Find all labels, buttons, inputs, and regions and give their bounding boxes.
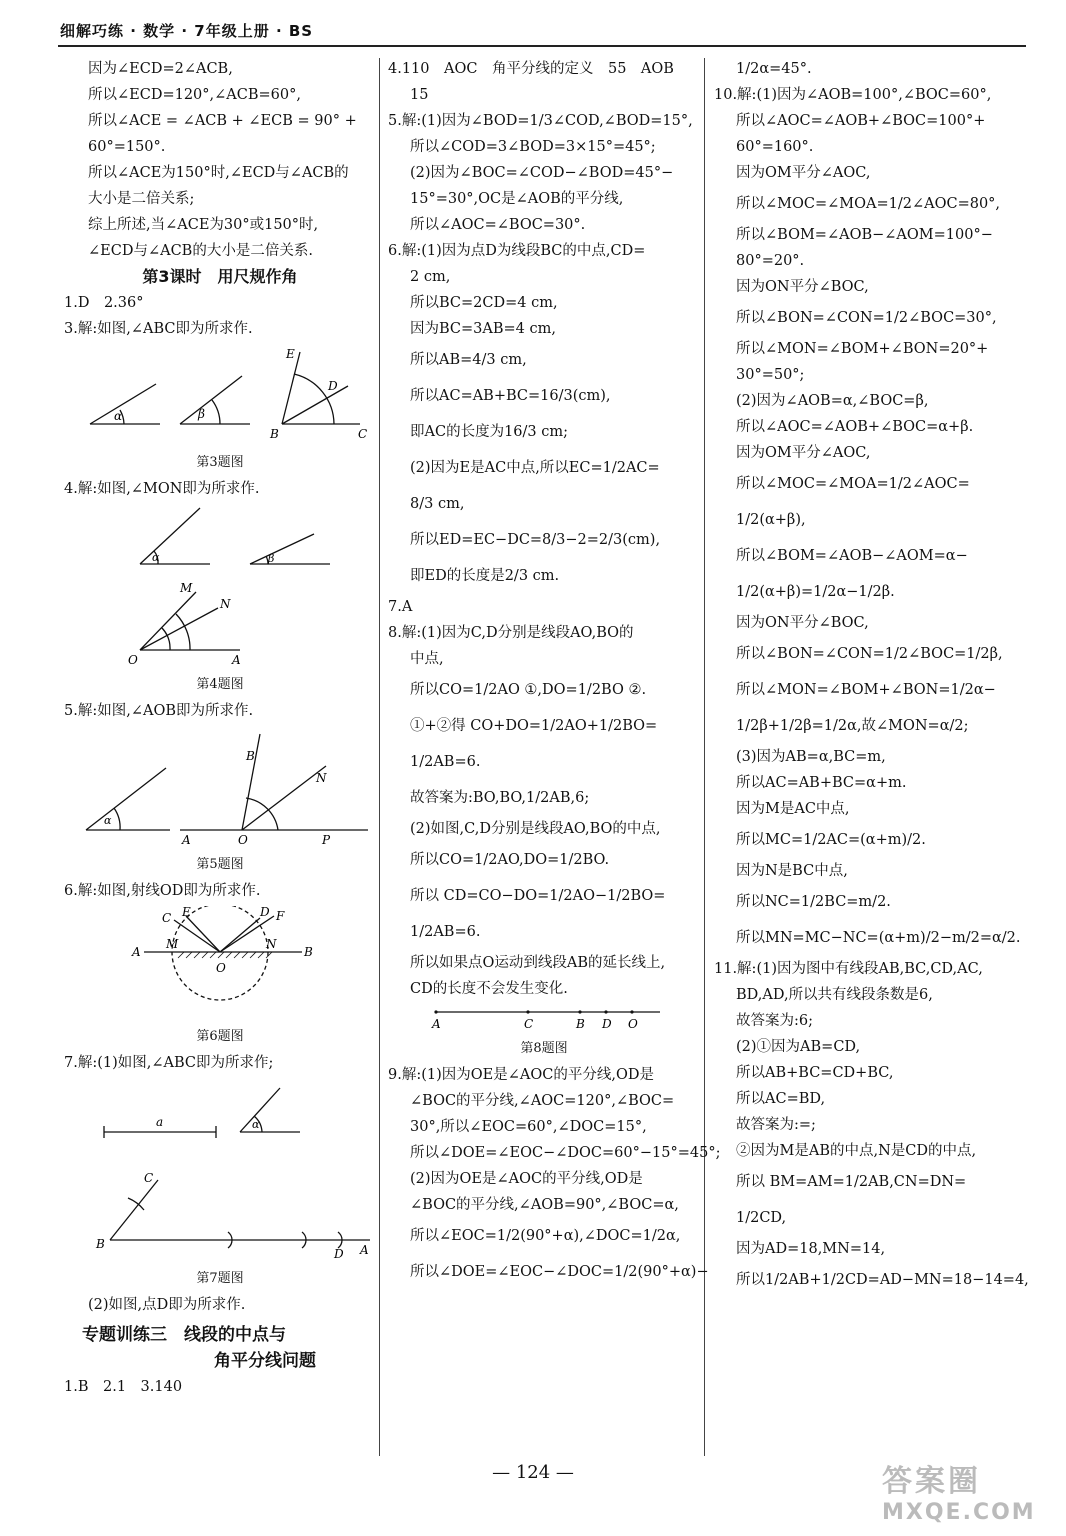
text-line: 因为M是AC中点, xyxy=(736,801,850,817)
text-line: 所以MC=1/2AC=(α+m)/2. xyxy=(736,832,926,848)
fig5-label: N xyxy=(316,771,327,785)
text-line: 所以∠COD=3∠BOD=3×15°=45°; xyxy=(410,139,656,155)
fig8-label: C xyxy=(524,1017,534,1031)
fig6-label: A xyxy=(132,945,141,959)
text-line: (2)因为OE是∠AOC的平分线,OD是 xyxy=(410,1171,643,1187)
fig6-label: N xyxy=(266,937,277,951)
text-line: ①+②得 CO+DO=1/2AO+1/2BO= xyxy=(410,718,658,734)
text-line: 所以∠BON=∠CON=1/2∠BOC=30°, xyxy=(736,310,997,326)
figure-7 xyxy=(70,1078,370,1264)
text-line: 综上所述,当∠ACE为30°或150°时, xyxy=(88,217,319,233)
text-line: 所以ED=EC−DC=8/3−2=2/3(cm), xyxy=(410,532,661,548)
fig7-label: C xyxy=(144,1171,154,1185)
fig3-label: C xyxy=(358,427,368,441)
text-line: 所以AC=AB+BC=α+m. xyxy=(736,775,907,791)
fig6-label: F xyxy=(276,909,285,923)
watermark-text: MXQE.COM xyxy=(882,1500,1036,1525)
text-line: 所以如果点O运动到线段AB的延长线上, xyxy=(410,955,666,971)
answer-line: 3.解:如图,∠ABC即为所求作. xyxy=(64,321,253,337)
answer-line: 4.解:如图,∠MON即为所求作. xyxy=(64,481,260,497)
column-divider xyxy=(704,58,705,1456)
text-line: (2)因为∠AOB=α,∠BOC=β, xyxy=(736,393,929,409)
text-line: 即ED的长度是2/3 cm. xyxy=(410,568,560,584)
text-line: 所以∠BOM=∠AOB−∠AOM=100°− xyxy=(736,227,993,243)
text-line: 所以∠DOE=∠EOC−∠DOC=60°−15°=45°; xyxy=(410,1145,721,1161)
page-number: — 124 — xyxy=(492,1462,574,1483)
text-line: 1/2CD, xyxy=(736,1210,787,1226)
text-line: 所以∠ACE为150°时,∠ECD与∠ACB的 xyxy=(88,165,349,181)
text-line: ∠ECD与∠ACB的大小是二倍关系. xyxy=(88,243,313,259)
text-line: 1/2AB=6. xyxy=(410,924,481,940)
text-line: 所以∠AOC=∠AOB+∠BOC=100°+ xyxy=(736,113,986,129)
answer-line: 1.D 2.36° xyxy=(64,295,144,311)
text-line: 6.解:(1)因为点D为线段BC的中点,CD= xyxy=(388,243,646,259)
fig3-label: D xyxy=(328,379,338,393)
text-line: 所以∠MOC=∠MOA=1/2∠AOC=80°, xyxy=(736,196,1001,212)
text-line: 因为ON平分∠BOC, xyxy=(736,279,869,295)
fig7-label: B xyxy=(96,1237,105,1251)
text-line: 所以∠BON=∠CON=1/2∠BOC=1/2β, xyxy=(736,646,1003,662)
watermark-text: 答案圈 xyxy=(882,1464,981,1499)
text-line: 所以 BM=AM=1/2AB,CN=DN= xyxy=(736,1174,967,1190)
figure-caption: 第7题图 xyxy=(196,1271,244,1286)
text-line: 15°=30°,OC是∠AOB的平分线, xyxy=(410,191,624,207)
figure-4 xyxy=(70,504,370,670)
text-line: 所以∠ECD=120°,∠ACB=60°, xyxy=(88,87,301,103)
fig4-label: β xyxy=(268,552,275,565)
figure-5 xyxy=(70,726,370,850)
text-line: 所以∠MON=∠BOM+∠BON=1/2α− xyxy=(736,682,996,698)
answer-line: (2)如图,点D即为所求作. xyxy=(88,1297,246,1313)
text-line: (2)因为E是AC中点,所以EC=1/2AC= xyxy=(410,460,660,476)
text-line: 所以∠BOM=∠AOB−∠AOM=α− xyxy=(736,548,968,564)
fig8-label: D xyxy=(602,1017,612,1031)
fig4-label: O xyxy=(128,653,138,667)
text-line: 11.解:(1)因为图中有线段AB,BC,CD,AC, xyxy=(714,961,983,977)
fig6-label: D xyxy=(260,906,270,919)
text-line: 故答案为:6; xyxy=(736,1013,813,1029)
fig8-label: B xyxy=(576,1017,585,1031)
running-header: 细解巧练 · 数学 · 7年级上册 · BS xyxy=(60,22,314,40)
fig6-label: M xyxy=(166,937,179,951)
text-line: 所以AB+BC=CD+BC, xyxy=(736,1065,894,1081)
answer-line: 5.解:如图,∠AOB即为所求作. xyxy=(64,703,254,719)
figure-caption: 第3题图 xyxy=(196,455,244,470)
section-heading: 专题训练三 线段的中点与 xyxy=(82,1325,286,1345)
text-line: 所以AB=4/3 cm, xyxy=(410,352,527,368)
figure-6 xyxy=(70,906,370,1022)
fig4-label: A xyxy=(232,653,241,667)
fig3-label: E xyxy=(286,347,295,361)
text-line: 1/2AB=6. xyxy=(410,754,481,770)
fig8-label: O xyxy=(628,1017,638,1031)
text-line: 因为BC=3AB=4 cm, xyxy=(410,321,556,337)
fig5-label: B xyxy=(246,749,255,763)
fig4-label: N xyxy=(220,597,231,611)
fig4-label: α xyxy=(152,551,160,564)
text-line: (2)因为∠BOC=∠COD−∠BOD=45°− xyxy=(410,165,674,181)
fig7-label: α xyxy=(252,1118,260,1131)
text-line: 80°=20°. xyxy=(736,253,805,269)
figure-3 xyxy=(70,344,370,448)
figure-caption: 第8题图 xyxy=(520,1041,568,1056)
text-line: 所以 CD=CO−DO=1/2AO−1/2BO= xyxy=(410,888,666,904)
fig7-label: A xyxy=(360,1243,369,1257)
answer-line: 1.B 2.1 3.140 xyxy=(64,1379,183,1395)
fig3-label: α xyxy=(114,409,123,423)
figure-8 xyxy=(424,1004,664,1034)
text-line: 故答案为:BO,BO,1/2AB,6; xyxy=(410,790,590,806)
fig5-label: P xyxy=(322,833,331,847)
answer-line: 7.解:(1)如图,∠ABC即为所求作; xyxy=(64,1055,274,1071)
section-heading: 第3课时 用尺规作角 xyxy=(142,267,298,286)
text-line: 中点, xyxy=(410,651,444,667)
fig4-label: M xyxy=(180,581,193,595)
text-line: 10.解:(1)因为∠AOB=100°,∠BOC=60°, xyxy=(714,87,992,103)
text-line: 所以NC=1/2BC=m/2. xyxy=(736,894,891,910)
text-line: 所以∠ACE = ∠ACB + ∠ECB = 90° + xyxy=(88,113,357,129)
figure-caption: 第4题图 xyxy=(196,677,244,692)
fig3-label: B xyxy=(270,427,279,441)
text-line: 所以1/2AB+1/2CD=AD−MN=18−14=4, xyxy=(736,1272,1029,1288)
watermark-logo xyxy=(882,1456,1052,1526)
text-line: 8.解:(1)因为C,D分别是线段AO,BO的 xyxy=(388,625,634,641)
section-heading: 角平分线问题 xyxy=(214,1351,316,1371)
text-line: 2 cm, xyxy=(410,269,451,285)
column-divider xyxy=(379,58,380,1456)
text-line: ②因为M是AB的中点,N是CD的中点, xyxy=(736,1143,977,1159)
fig7-label: a xyxy=(156,1115,164,1129)
column-left xyxy=(64,56,376,1400)
fig3-label: β xyxy=(198,407,205,421)
text-line: CD的长度不会发生变化. xyxy=(410,981,568,997)
text-line: 所以∠EOC=1/2(90°+α),∠DOC=1/2α, xyxy=(410,1228,681,1244)
text-line: (2)如图,C,D分别是线段AO,BO的中点, xyxy=(410,821,661,837)
text-line: (3)因为AB=α,BC=m, xyxy=(736,749,886,765)
figure-caption: 第5题图 xyxy=(196,857,244,872)
text-line: 大小是二倍关系; xyxy=(88,191,195,207)
text-line: 所以AC=BD, xyxy=(736,1091,826,1107)
text-line: BD,AD,所以共有线段条数是6, xyxy=(736,987,933,1003)
text-line: 8/3 cm, xyxy=(410,496,465,512)
text-line: 所以CO=1/2AO,DO=1/2BO. xyxy=(410,852,610,868)
text-line: 所以∠AOC=∠BOC=30°. xyxy=(410,217,586,233)
text-line: 60°=150°. xyxy=(88,139,166,155)
column-middle xyxy=(388,56,721,1290)
fig7-label: D xyxy=(334,1247,344,1261)
text-line: 1/2(α+β), xyxy=(736,512,806,528)
text-line: ∠BOC的平分线,∠AOB=90°,∠BOC=α, xyxy=(410,1197,679,1213)
text-line: 30°,所以∠EOC=60°,∠DOC=15°, xyxy=(410,1119,647,1135)
text-line: 30°=50°; xyxy=(736,367,805,383)
text-line: 因为∠ECD=2∠ACB, xyxy=(88,61,233,77)
text-line: 所以BC=2CD=4 cm, xyxy=(410,295,558,311)
text-line: 所以AC=AB+BC=16/3(cm), xyxy=(410,388,611,404)
fig8-label: A xyxy=(432,1017,441,1031)
text-line: 所以MN=MC−NC=(α+m)/2−m/2=α/2. xyxy=(736,930,1021,946)
header-rule xyxy=(58,45,1026,47)
text-line: 所以∠DOE=∠EOC−∠DOC=1/2(90°+α)− xyxy=(410,1264,709,1280)
text-line: 故答案为:=; xyxy=(736,1117,816,1133)
text-line: 15 xyxy=(410,87,429,103)
text-line: 9.解:(1)因为OE是∠AOC的平分线,OD是 xyxy=(388,1067,654,1083)
fig6-label: B xyxy=(304,945,313,959)
fig5-label: O xyxy=(238,833,248,847)
fig5-label: A xyxy=(182,833,191,847)
text-line: 即AC的长度为16/3 cm; xyxy=(410,424,568,440)
fig6-label: O xyxy=(216,961,226,975)
text-line: 7.A xyxy=(388,599,413,615)
text-line: 所以∠MON=∠BOM+∠BON=20°+ xyxy=(736,341,989,357)
text-line: 所以∠MOC=∠MOA=1/2∠AOC= xyxy=(736,476,970,492)
text-line: 因为OM平分∠AOC, xyxy=(736,445,871,461)
text-line: 1/2(α+β)=1/2α−1/2β. xyxy=(736,584,895,600)
text-line: 5.解:(1)因为∠BOD=1/3∠COD,∠BOD=15°, xyxy=(388,113,693,129)
column-right xyxy=(714,56,1029,1298)
text-line: 1/2β+1/2β=1/2α,故∠MON=α/2; xyxy=(736,718,969,734)
text-line: 4.110 AOC 角平分线的定义 55 AOB xyxy=(388,61,674,77)
answer-line: 6.解:如图,射线OD即为所求作. xyxy=(64,883,261,899)
figure-caption: 第6题图 xyxy=(196,1029,244,1044)
fig6-label: C xyxy=(162,911,172,925)
text-line: 所以∠AOC=∠AOB+∠BOC=α+β. xyxy=(736,419,974,435)
text-line: 所以CO=1/2AO ①,DO=1/2BO ②. xyxy=(410,682,647,698)
text-line: 60°=160°. xyxy=(736,139,814,155)
text-line: ∠BOC的平分线,∠AOC=120°,∠BOC= xyxy=(410,1093,675,1109)
fig5-label: α xyxy=(104,814,112,827)
text-line: 因为N是BC中点, xyxy=(736,863,848,879)
text-line: 因为ON平分∠BOC, xyxy=(736,615,869,631)
text-line: 1/2α=45°. xyxy=(736,61,812,77)
fig6-label: E xyxy=(182,906,191,919)
text-line: 因为OM平分∠AOC, xyxy=(736,165,871,181)
text-line: (2)①因为AB=CD, xyxy=(736,1039,861,1055)
text-line: 因为AD=18,MN=14, xyxy=(736,1241,886,1257)
